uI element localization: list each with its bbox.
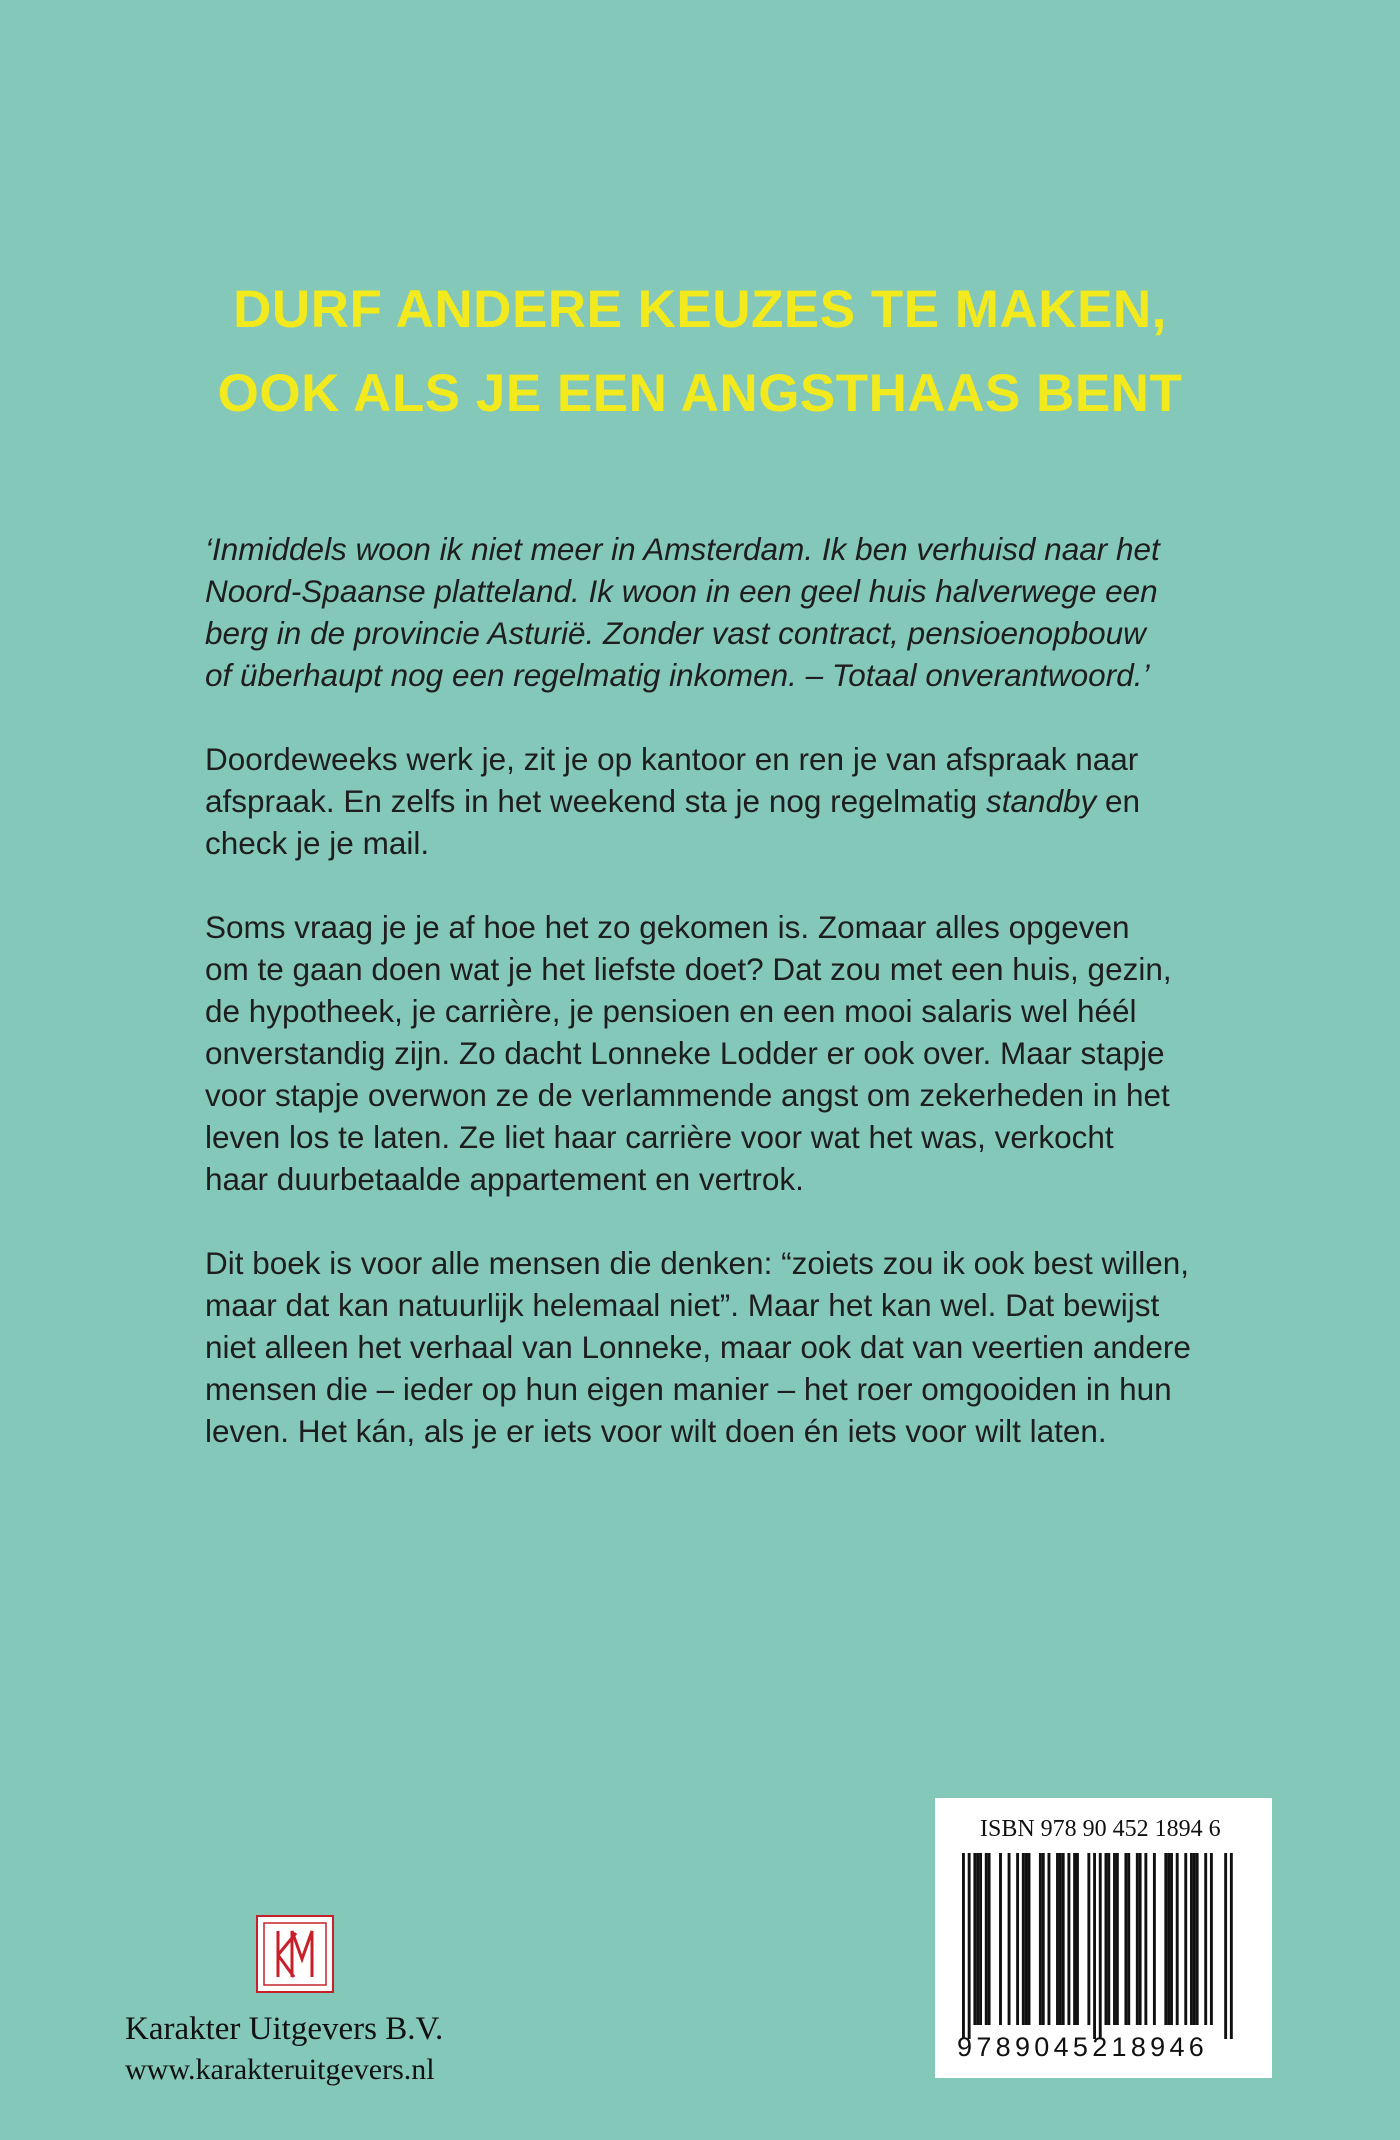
barcode-bar [1167,1853,1170,2025]
paragraph-text: afspraak. En zelfs in het weekend sta je nog regelmatig [205,783,986,819]
barcode-bar [1022,1853,1025,2025]
blurb [205,528,1215,1494]
barcode-bar [1210,1853,1213,2025]
paragraph-2 [205,906,1215,1200]
barcode-bar [999,1853,1002,2025]
quote-line: of überhaupt nog een regelmatig inkomen. – Totaal onverantwoord.’ [205,657,1150,693]
barcode-bar [1190,1853,1193,2025]
paragraph-line: om te gaan doen wat je het liefste doet? Dat zou met een huis, gezin, [205,951,1172,987]
barcode-bar [1039,1853,1042,2025]
barcode-bar [1067,1853,1070,2025]
barcode-bar [1176,1853,1179,2025]
barcode-bar [1139,1853,1142,2025]
barcode-bar [1073,1853,1076,2025]
barcode-bar [1193,1853,1196,2025]
barcode-bar [1076,1853,1079,2025]
paragraph-line: Soms vraag je je af hoe het zo gekomen is. Zomaar alles opgeven [205,909,1130,945]
paragraph-3 [205,1242,1215,1452]
paragraph-line: Dit boek is voor alle mensen die denken: “zoiets zou ik ook best willen, [205,1245,1190,1281]
quote-paragraph [205,528,1215,696]
barcode-bar [1184,1853,1187,2025]
barcode-bar [988,1853,991,2025]
barcode-bar [1025,1853,1028,2025]
barcode-bar [1042,1853,1045,2025]
barcode-bar [1224,1853,1227,2039]
barcode-bar [1230,1853,1233,2039]
barcode-bar [1048,1853,1051,2025]
paragraph-line: leven los te laten. Ze liet haar carrière voor wat het was, verkocht [205,1119,1114,1155]
barcode-digits: 9789045218946 [957,2032,1209,2062]
paragraph-line: onverstandig zijn. Zo dacht Lonneke Lodder er ook over. Maar stapje [205,1035,1165,1071]
paragraph-line: haar duurbetaalde appartement en vertrok. [205,1161,804,1197]
paragraph-line: leven. Het kán, als je er iets voor wilt doen én iets voor wilt laten. [205,1413,1107,1449]
headline-line-2: OOK ALS JE EEN ANGSTHAAS BENT [217,364,1183,423]
headline-line-1: DURF ANDERE KEUZES TE MAKEN, [233,280,1167,339]
barcode-bar [1164,1853,1167,2025]
barcode-bar [1113,1853,1116,2025]
barcode-bar [973,1853,976,2025]
barcode-bar [985,1853,988,2025]
barcode-bar [1105,1853,1108,2025]
barcode-bar [976,1853,979,2025]
barcode-bar [1056,1853,1059,2025]
publisher-name: Karakter Uitgevers B.V. [125,2011,444,2047]
barcode-bar [1059,1853,1062,2025]
barcode-bar [1116,1853,1119,2025]
paragraph-1 [205,738,1215,864]
paragraph-line: voor stapje overwon ze de verlammende angst om zekerheden in het [205,1077,1170,1113]
quote-line: Noord-Spaanse platteland. Ik woon in een geel huis halverwege een [205,573,1158,609]
barcode-bar [1008,1853,1011,2025]
barcode-bar [1127,1853,1130,2025]
barcode-bar [1204,1853,1207,2025]
barcode-bar [962,1853,965,2039]
quote-line: ‘Inmiddels woon ik niet meer in Amsterdam. Ik ben verhuisd naar het [205,531,1160,567]
barcode-bar [1124,1853,1127,2025]
barcode-bar [1153,1853,1156,2025]
barcode [935,1798,1272,2078]
headline [0,268,1400,436]
barcode-bar [1107,1853,1110,2025]
isbn-label: ISBN 978 90 452 1894 6 [980,1816,1221,1842]
barcode-bar [1016,1853,1019,2025]
paragraph-line: maar dat kan natuurlijk helemaal niet”. Maar het kan wel. Dat bewijst [205,1287,1160,1323]
barcode-bar [1087,1853,1090,2025]
barcode-bar [1099,1853,1102,2039]
paragraph-line [205,780,1215,822]
barcode-bar [1170,1853,1173,2025]
barcode-bar [968,1853,971,2039]
km-monogram-logo-icon [256,1915,334,1993]
barcode-bar [1093,1853,1096,2039]
barcode-bar [1062,1853,1065,2025]
barcode-bar [1136,1853,1139,2025]
italic-word: standby [985,783,1097,819]
barcode-bar [1028,1853,1031,2025]
paragraph-line: check je je mail. [205,825,430,861]
paragraph-line: mensen die – ieder op hun eigen manier – het roer omgooiden in hun [205,1371,1172,1407]
paragraph-line: Doordeweeks werk je, zit je op kantoor en ren je van afspraak naar [205,741,1139,777]
barcode-bar [979,1853,982,2025]
barcode-bar [1196,1853,1199,2025]
quote-line: berg in de provincie Asturië. Zonder vast contract, pensioenopbouw [205,615,1146,651]
paragraph-line: niet alleen het verhaal van Lonneke, maar ook dat van veertien andere [205,1329,1191,1365]
paragraph-text: en [1096,783,1141,819]
paragraph-line: de hypotheek, je carrière, je pensioen en een mooi salaris wel héél [205,993,1137,1029]
barcode-bar [1144,1853,1147,2025]
publisher-url: www.karakteruitgevers.nl [125,2053,435,2086]
